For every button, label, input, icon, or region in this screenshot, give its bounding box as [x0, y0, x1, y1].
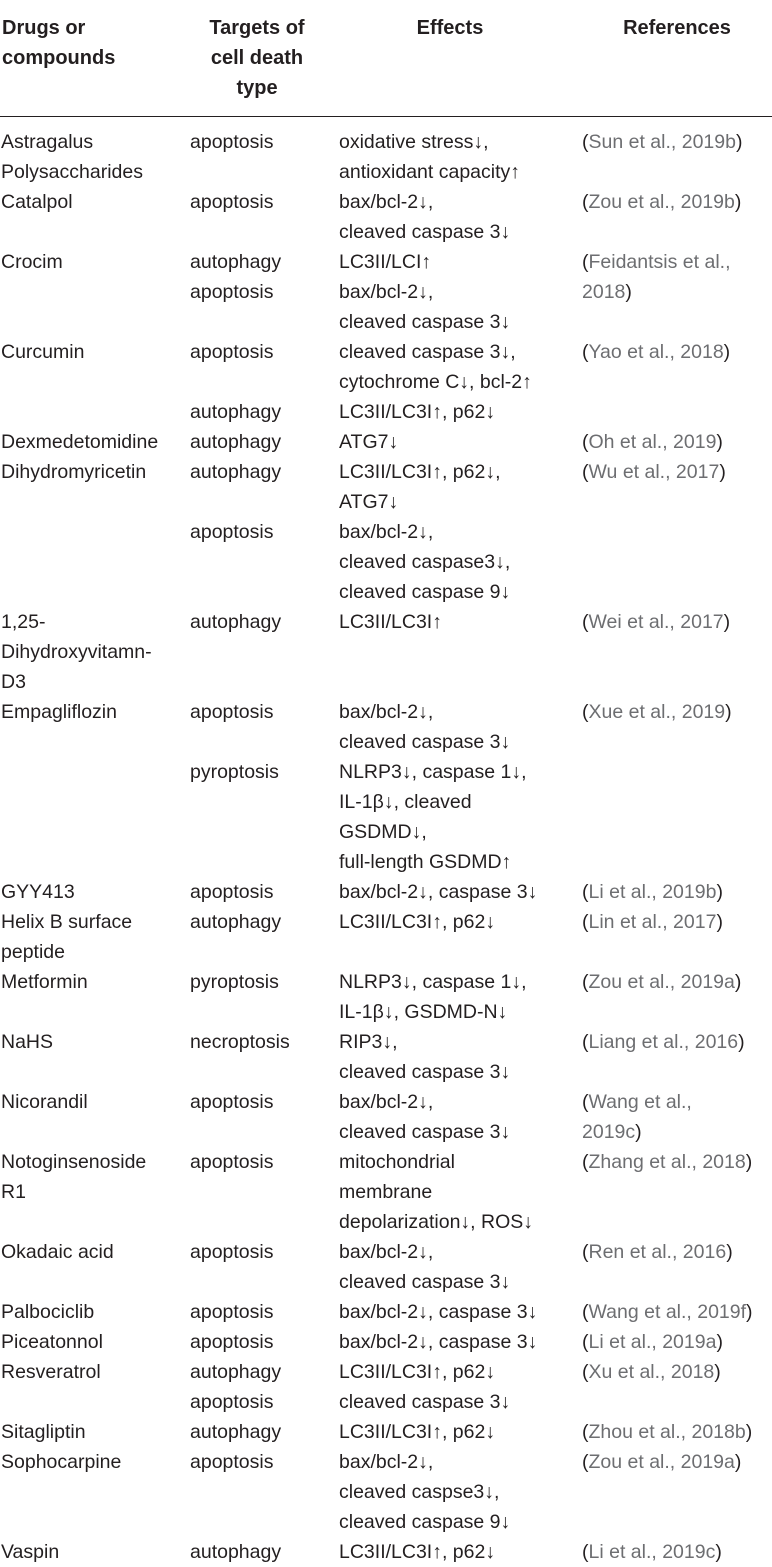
drug-name: Palbociclib — [1, 1301, 95, 1323]
reference-link[interactable]: Ren et al., 2016 — [588, 1241, 727, 1263]
effects: oxidative stress↓, antioxidant capacity↑ — [339, 131, 521, 183]
effects: bax/bcl-2↓, caspase 3↓ — [339, 881, 538, 903]
reference — [582, 967, 772, 997]
paren-close: ) — [714, 1361, 721, 1383]
table-row — [0, 1027, 772, 1087]
cell-death-target: apoptosis pyroptosis — [190, 701, 279, 783]
header-rule — [0, 116, 772, 117]
table-row — [0, 187, 772, 247]
effects: mitochondrial membrane depolarization↓, ROS↓ — [339, 1151, 534, 1233]
reference-link[interactable]: Xu et al., 2018 — [588, 1361, 715, 1383]
table-row — [0, 1237, 772, 1297]
reference — [582, 1417, 772, 1447]
cell-death-target: autophagy — [190, 911, 282, 933]
cell-death-target: pyroptosis — [190, 971, 279, 993]
table-row — [0, 607, 772, 697]
drug-name: Crocim — [1, 251, 63, 273]
reference — [582, 127, 772, 157]
drug-name: Vaspin — [1, 1541, 60, 1563]
cell-death-target: apoptosis — [190, 1301, 274, 1323]
drug-name: Resveratrol — [1, 1361, 101, 1383]
drug-name: Sitagliptin — [1, 1421, 86, 1443]
reference-link[interactable]: Xue et al., 2019 — [588, 701, 726, 723]
header-drugs: Drugs or compounds — [2, 17, 116, 69]
reference-link[interactable]: Zhang et al., 2018 — [588, 1151, 746, 1173]
paren-open: ( — [582, 1361, 589, 1383]
reference — [582, 1087, 772, 1147]
cell-death-target: autophagy apoptosis — [190, 461, 282, 543]
paren-close: ) — [716, 431, 723, 453]
reference-link[interactable]: Li et al., 2019c — [588, 1541, 716, 1563]
paren-open: ( — [582, 251, 589, 273]
drug-name: Notoginsenoside R1 — [1, 1151, 147, 1203]
paren-open: ( — [582, 611, 589, 633]
cell-death-target: autophagy — [190, 431, 282, 453]
paren-close: ) — [725, 701, 732, 723]
paren-close: ) — [716, 881, 723, 903]
reference-link[interactable]: Sun et al., 2019b — [588, 131, 736, 153]
header-targets: Targets of cell death type — [209, 17, 305, 99]
table-header — [0, 0, 772, 116]
effects: bax/bcl-2↓, caspase 3↓ — [339, 1331, 538, 1353]
paren-close: ) — [723, 611, 731, 633]
effects: LC3II/LC3I↑, p62↓ — [339, 1541, 496, 1563]
cell-death-target: apoptosis — [190, 1331, 274, 1353]
reference — [582, 607, 772, 637]
paren-open: ( — [582, 341, 589, 363]
reference — [582, 1237, 772, 1267]
drug-name: Curcumin — [1, 341, 85, 363]
paren-open: ( — [582, 881, 589, 903]
paren-close: ) — [715, 1541, 722, 1563]
cell-death-target: apoptosis — [190, 1091, 274, 1113]
reference — [582, 1297, 772, 1327]
effects: bax/bcl-2↓, cleaved caspse3↓, cleaved caspase 9↓ — [339, 1451, 511, 1533]
reference-link[interactable]: Zou et al., 2019a — [588, 1451, 735, 1473]
drug-name: GYY413 — [1, 881, 75, 903]
reference — [582, 907, 772, 937]
reference-link[interactable]: Zou et al., 2019b — [588, 191, 735, 213]
paren-open: ( — [582, 131, 589, 153]
reference — [582, 877, 772, 907]
effects: LC3II/LC3I↑, p62↓ — [339, 911, 496, 933]
drug-name: Piceatonnol — [1, 1331, 103, 1353]
table-row — [0, 1087, 772, 1147]
effects: RIP3↓, cleaved caspase 3↓ — [339, 1031, 511, 1083]
effects: bax/bcl-2↓, cleaved caspase 3↓ — [339, 1091, 511, 1143]
cell-death-target: autophagy — [190, 1541, 282, 1563]
table-body — [0, 127, 772, 1567]
effects: cleaved caspase 3↓, cytochrome C↓, bcl-2↑ LC3II/LC3I↑, p62↓ — [339, 341, 532, 423]
drug-name: NaHS — [1, 1031, 54, 1053]
paren-open: ( — [582, 191, 589, 213]
effects: LC3II/LC3I↑ — [339, 611, 442, 633]
cell-death-target: autophagy apoptosis — [190, 251, 282, 303]
paren-open: ( — [582, 461, 589, 483]
paren-close: ) — [635, 1121, 642, 1143]
paren-open: ( — [582, 911, 589, 933]
reference-link[interactable]: Li et al., 2019a — [588, 1331, 717, 1353]
drug-name: Okadaic acid — [1, 1241, 114, 1263]
drug-name: Nicorandil — [1, 1091, 88, 1113]
drug-name: Empagliflozin — [1, 701, 117, 723]
reference — [582, 247, 772, 307]
reference-link[interactable]: Wang et al., 2019f — [588, 1301, 747, 1323]
reference-link[interactable]: Zou et al., 2019a — [588, 971, 735, 993]
effects: ATG7↓ — [339, 431, 399, 453]
reference — [582, 697, 772, 727]
reference-link[interactable]: Wu et al., 2017 — [588, 461, 720, 483]
reference-link[interactable]: Wei et al., 2017 — [588, 611, 724, 633]
table-row — [0, 1537, 772, 1567]
reference — [582, 1327, 772, 1357]
paren-close: ) — [625, 281, 632, 303]
reference-link[interactable]: Oh et al., 2019 — [588, 431, 717, 453]
table-row — [0, 907, 772, 967]
paren-open: ( — [582, 1451, 589, 1473]
table-row — [0, 1417, 772, 1447]
drug-name: 1,25- Dihydroxyvitamn- D3 — [1, 611, 152, 693]
cell-death-target: apoptosis — [190, 1451, 274, 1473]
paren-open: ( — [582, 1421, 589, 1443]
cell-death-target: apoptosis — [190, 1151, 274, 1173]
reference — [582, 1147, 772, 1177]
reference-link[interactable]: Yao et al., 2018 — [588, 341, 724, 363]
paren-close: ) — [716, 1331, 723, 1353]
paren-open: ( — [582, 1541, 589, 1563]
effects: LC3II/LC3I↑, p62↓ cleaved caspase 3↓ — [339, 1361, 511, 1413]
effects: LC3II/LCI↑ bax/bcl-2↓, cleaved caspase 3↓ — [339, 251, 511, 333]
cell-death-target: autophagy — [190, 1421, 282, 1443]
effects: bax/bcl-2↓, caspase 3↓ — [339, 1301, 538, 1323]
cell-death-target: necroptosis — [190, 1031, 290, 1053]
reference — [582, 187, 772, 217]
table-row — [0, 1447, 772, 1537]
cell-death-target: apoptosis autophagy — [190, 341, 282, 423]
paren-close: ) — [738, 1031, 745, 1053]
table-row — [0, 427, 772, 457]
reference — [582, 1537, 772, 1567]
reference — [582, 1447, 772, 1477]
paren-close: ) — [735, 131, 743, 153]
paren-close: ) — [734, 971, 742, 993]
reference-link[interactable]: Wang et al., 2019c — [582, 1091, 692, 1143]
paren-open: ( — [582, 701, 589, 723]
cell-death-target: autophagy apoptosis — [190, 1361, 282, 1413]
table-row — [0, 1327, 772, 1357]
cell-death-target: apoptosis — [190, 191, 274, 213]
paren-open: ( — [582, 1301, 589, 1323]
table-row — [0, 1147, 772, 1237]
reference-link[interactable]: Liang et al., 2016 — [588, 1031, 739, 1053]
table-row — [0, 1357, 772, 1417]
paren-open: ( — [582, 431, 589, 453]
reference — [582, 1027, 772, 1057]
paren-open: ( — [582, 1151, 589, 1173]
table-row — [0, 967, 772, 1027]
table-row — [0, 877, 772, 907]
drug-name: Catalpol — [1, 191, 73, 213]
paren-open: ( — [582, 971, 589, 993]
reference-link[interactable]: Feidantsis et al., 2018 — [582, 251, 731, 303]
reference — [582, 427, 772, 457]
table-row — [0, 1297, 772, 1327]
table-row — [0, 697, 772, 877]
drug-name: Astragalus Polysaccharides — [1, 131, 143, 183]
table-row — [0, 457, 772, 607]
drug-name: Helix B surface peptide — [1, 911, 133, 963]
drug-name: Dihydromyricetin — [1, 461, 147, 483]
paren-close: ) — [745, 1421, 753, 1443]
drug-name: Dexmedetomidine — [1, 431, 159, 453]
header-effects: Effects — [416, 17, 484, 39]
cell-death-target: apoptosis — [190, 881, 274, 903]
paren-close: ) — [716, 911, 723, 933]
table-row — [0, 337, 772, 427]
reference-link[interactable]: Lin et al., 2017 — [588, 911, 717, 933]
header-references: References — [623, 17, 731, 39]
reference-link[interactable]: Zhou et al., 2018b — [588, 1421, 746, 1443]
effects: bax/bcl-2↓, cleaved caspase 3↓ NLRP3↓, caspase 1↓, IL-1β↓, cleaved GSDMD↓, full-length GSDMD↑ — [339, 701, 527, 873]
paren-open: ( — [582, 1031, 589, 1053]
cell-death-target: autophagy — [190, 611, 282, 633]
cell-death-target: apoptosis — [190, 131, 274, 153]
paren-close: ) — [734, 191, 742, 213]
effects: LC3II/LC3I↑, p62↓ — [339, 1421, 496, 1443]
paren-close: ) — [745, 1151, 753, 1173]
paren-close: ) — [734, 1451, 742, 1473]
paren-close: ) — [726, 1241, 733, 1263]
effects: LC3II/LC3I↑, p62↓, ATG7↓ bax/bcl-2↓, cleaved caspase3↓, cleaved caspase 9↓ — [339, 461, 511, 603]
paren-close: ) — [746, 1301, 753, 1323]
paren-close: ) — [719, 461, 726, 483]
table-row — [0, 247, 772, 337]
effects: bax/bcl-2↓, cleaved caspase 3↓ — [339, 191, 511, 243]
reference-link[interactable]: Li et al., 2019b — [588, 881, 717, 903]
paren-close: ) — [723, 341, 731, 363]
reference — [582, 457, 772, 487]
drug-name: Metformin — [1, 971, 88, 993]
reference — [582, 1357, 772, 1387]
effects: bax/bcl-2↓, cleaved caspase 3↓ — [339, 1241, 511, 1293]
drug-name: Sophocarpine — [1, 1451, 122, 1473]
table-row — [0, 127, 772, 187]
cell-death-target: apoptosis — [190, 1241, 274, 1263]
paren-open: ( — [582, 1331, 589, 1353]
effects: NLRP3↓, caspase 1↓, IL-1β↓, GSDMD-N↓ — [339, 971, 527, 1023]
reference — [582, 337, 772, 367]
paren-open: ( — [582, 1241, 589, 1263]
paren-open: ( — [582, 1091, 589, 1113]
